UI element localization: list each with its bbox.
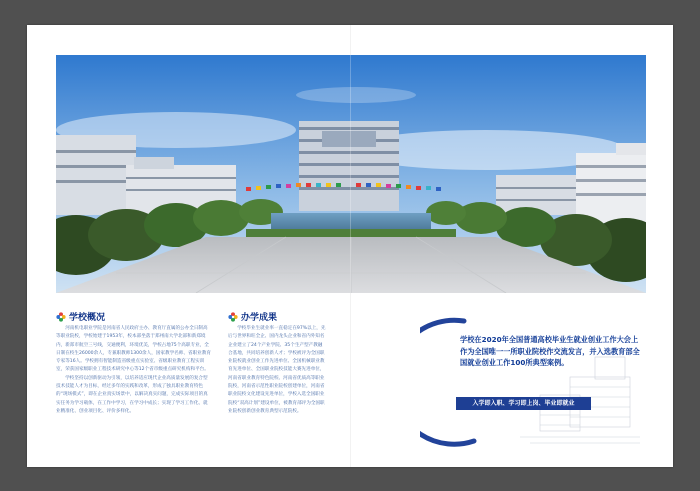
section-title-achievements	[228, 310, 277, 323]
brochure-spread	[27, 25, 673, 467]
section-title-overview-text: 学校概况	[69, 313, 106, 323]
flower-icon	[56, 312, 66, 322]
highlight-text: 学校在2020年全国普通高校毕业生就业创业工作大会上作为全国唯一一所职业院校作交流发言，并入选教育部全国就业创业工作100所典型案例。	[460, 335, 640, 368]
slogan-banner: 入学即入职、学习即上岗、毕业即就业	[456, 397, 591, 410]
overview-paragraph-2: 学校坚持以创新驱动为引领，以培养适应现代企业高质量发展的复合型技术技能人才为目标，经过多年的实践和改革，形成了独具职业教育特色的“现场模式”，即在企业真实场景中，以解决真实问题，完成实际项目的真实任务为学习载体，在工作中学习，在学习中成长；实现了学习工作化、就业精准化、创业项目化、评价多样化。	[56, 375, 208, 414]
overview-text	[56, 325, 211, 416]
section-title-overview	[56, 310, 105, 323]
flower-icon	[228, 312, 238, 322]
achievements-paragraph-1: 学校毕业生就业率一直稳定在97%以上，先后与世界和旺全企、国内龙头企业和省内外知名企业建立了24个产业学院、35个生产型产教融合基地，共同培养创新人才；学校被评为全国职业院校就业创业工作先进单位、全国机械职业教育先进单位、全国职业院校技能大赛先进单位，河南省职业教育特色院校、河南省优质高等职业院校，河南省示范性职业院校创建单位，河南省职业院校文化建设先进单位，学校入选全国职业院校“双高计划”建设单位，被教育部评为全国职业院校创新创业教育典型示范院校。	[228, 326, 326, 414]
overview-paragraph-1: 河南机电职业学院是河南省人民政府主办、教育厅直属的公办全日制高等职业院校，学校始建于1953年，校本部坐落于郑州南大学北部和新郑境内，新郑市航空三号线，交通便利，环境优美，学校占地75个高职专业，全日制在校生26000余人，专兼职教师1300余人，国家教学名师、省职业教育专家等16人。学校拥有智能制造省级重点实验室、省级职业教育工程实训室，荣获国家级职业工程技术研究中心等12个省市级重点研究机构和平台。	[56, 326, 211, 373]
campus-photo	[56, 55, 646, 293]
campus-photo-illustration	[56, 55, 646, 293]
section-title-achievements-text: 办学成果	[241, 313, 278, 323]
highlight-block	[420, 317, 646, 447]
achievements-text	[228, 325, 326, 416]
